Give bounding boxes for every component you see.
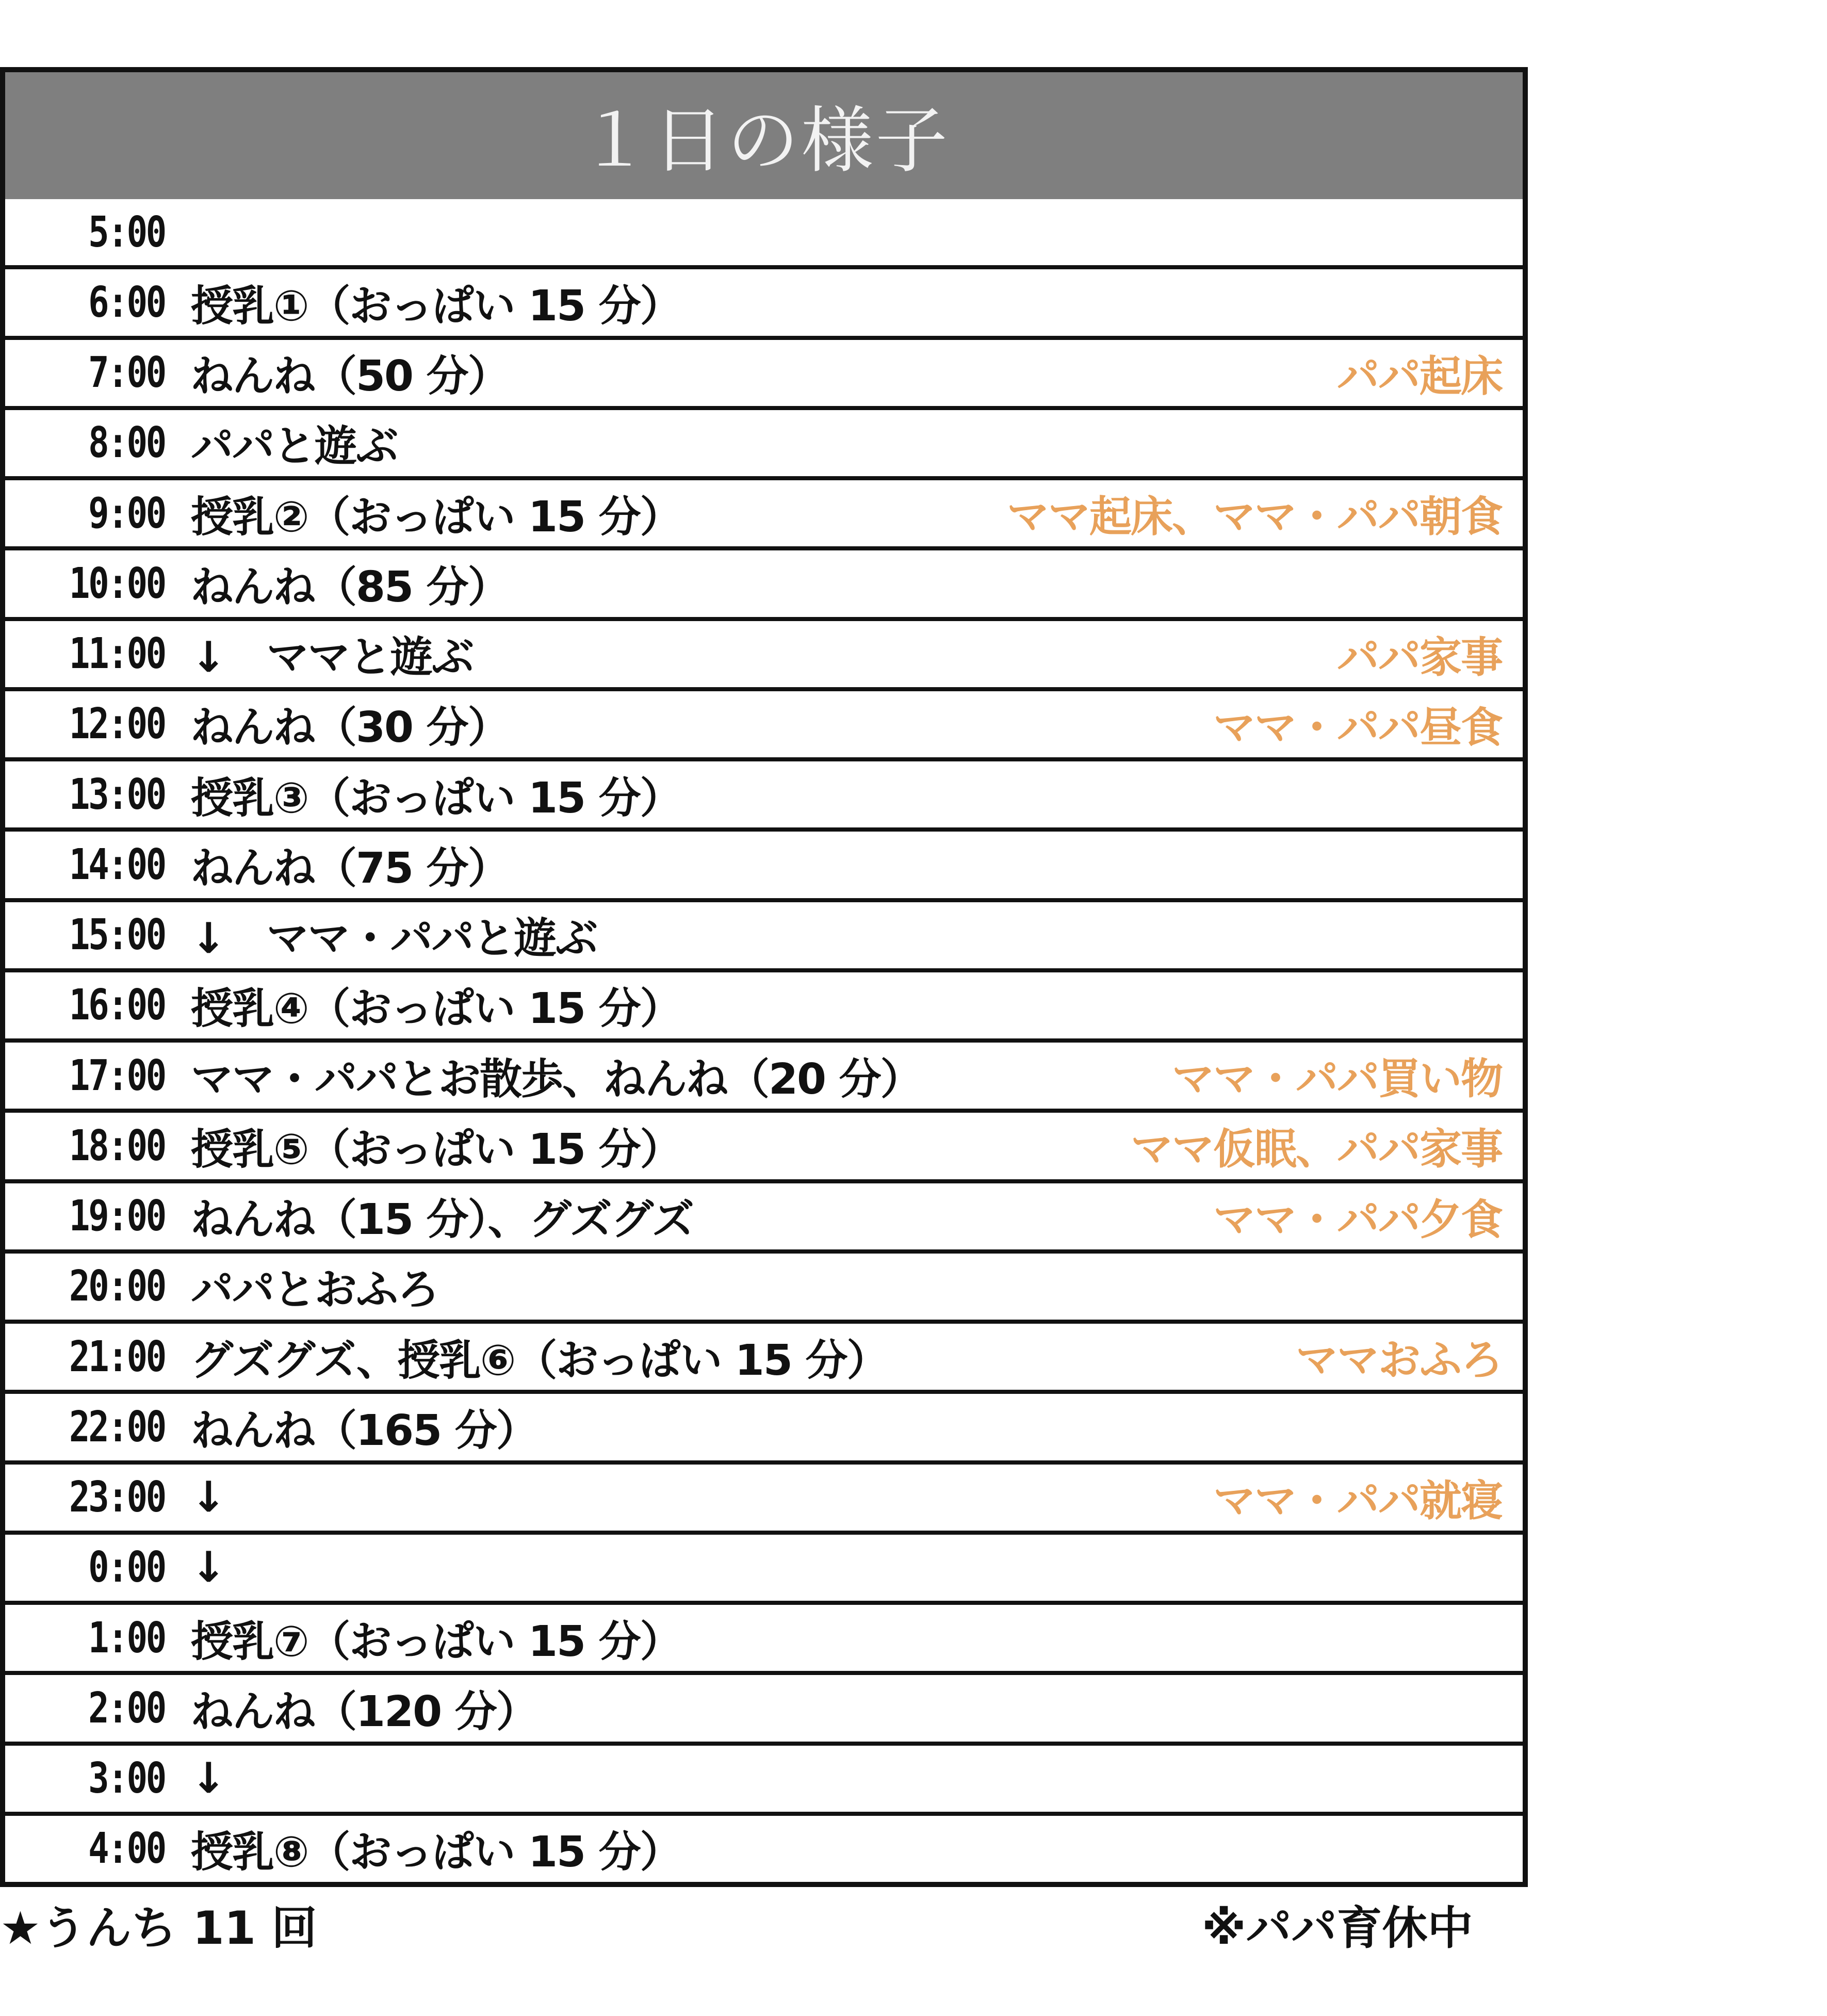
baby-activity: 授乳⑧（おっぱい 15 分） [191,1828,681,1877]
time-cell: 3:00 [88,1754,165,1803]
baby-activity: ねんね（165 分） [191,1406,537,1455]
time-cell: 0:00 [88,1543,165,1592]
time-cell: 7:00 [88,348,165,398]
baby-activity: 授乳⑦（おっぱい 15 分） [191,1617,681,1666]
schedule-row [5,827,1523,898]
baby-activity: ねんね（120 分） [191,1687,537,1736]
schedule-row [5,1531,1523,1601]
baby-activity: 授乳②（おっぱい 15 分） [191,492,681,542]
schedule-row [5,1460,1523,1531]
time-cell: 10:00 [69,559,165,608]
schedule-row [5,1390,1523,1460]
baby-activity: 授乳①（おっぱい 15 分） [191,281,681,331]
time-cell: 23:00 [69,1473,165,1522]
time-cell: 21:00 [69,1332,165,1381]
footer-note: ※パパ育休中 [1202,1901,1473,1955]
parent-activity: パパ家事 [1336,633,1502,682]
page-title: １日の様子 [578,99,950,183]
time-cell: 18:00 [69,1121,165,1170]
baby-activity: 授乳③（おっぱい 15 分） [191,773,681,823]
schedule-row [5,265,1523,335]
schedule-row [5,617,1523,687]
time-cell: 16:00 [69,981,165,1030]
schedule-row [5,757,1523,827]
schedule-row [5,546,1523,616]
time-cell: 12:00 [69,700,165,749]
baby-activity: パパと遊ぶ [191,422,398,472]
baby-activity: ↓ [191,1754,225,1803]
time-cell: 4:00 [88,1824,165,1874]
time-cell: 9:00 [88,489,165,538]
schedule-row [5,199,1523,265]
baby-activity: ↓ [191,1543,225,1592]
baby-activity: ねんね（85 分） [191,562,509,612]
time-cell: 2:00 [88,1683,165,1733]
parent-activity: ママ仮眠、パパ家事 [1130,1125,1502,1174]
time-cell: 19:00 [69,1192,165,1241]
schedule-row [5,898,1523,968]
schedule-row [5,968,1523,1038]
time-cell: 1:00 [88,1613,165,1663]
baby-activity: ↓ [191,1473,225,1522]
schedule-row [5,1742,1523,1812]
time-cell: 11:00 [69,629,165,679]
baby-activity: ねんね（30 分） [191,703,509,753]
parent-activity: ママ・パパ夕食 [1213,1195,1502,1245]
parent-activity: パパ起床 [1336,352,1502,401]
baby-activity: ママ・パパとお散歩、ねんね（20 分） [191,1054,922,1104]
title-bar [5,72,1523,199]
baby-activity: ↓ ママと遊ぶ [191,633,473,682]
baby-activity: パパとおふろ [191,1265,439,1315]
time-cell: 8:00 [88,418,165,468]
schedule-row [5,1109,1523,1179]
daily-schedule-table [0,67,1528,1887]
schedule-row [5,1812,1523,1882]
schedule-rows [5,199,1523,1882]
schedule-row [5,1249,1523,1320]
baby-activity: ねんね（75 分） [191,843,509,893]
parent-activity: ママ・パパ買い物 [1171,1054,1502,1104]
time-cell: 13:00 [69,770,165,819]
schedule-row [5,1038,1523,1109]
time-cell: 14:00 [69,840,165,889]
time-cell: 15:00 [69,911,165,960]
schedule-row [5,476,1523,546]
time-cell: 17:00 [69,1051,165,1100]
parent-activity: ママ・パパ昼食 [1213,703,1502,753]
parent-activity: ママ・パパ就寝 [1213,1476,1502,1526]
footer-poop-count: ★うんち 11 回 [0,1901,317,1955]
schedule-row [5,1320,1523,1390]
schedule-row [5,1671,1523,1741]
baby-activity: 授乳④（おっぱい 15 分） [191,984,681,1034]
schedule-row [5,687,1523,757]
baby-activity: 授乳⑤（おっぱい 15 分） [191,1125,681,1174]
parent-activity: ママおふろ [1295,1336,1502,1385]
baby-activity: ↓ ママ・パパと遊ぶ [191,914,597,964]
baby-activity: グズグズ、授乳⑥（おっぱい 15 分） [191,1336,888,1385]
schedule-row [5,1179,1523,1249]
baby-activity: ねんね（50 分） [191,352,509,401]
schedule-row [5,1601,1523,1671]
time-cell: 20:00 [69,1262,165,1311]
schedule-row [5,406,1523,476]
time-cell: 5:00 [88,207,165,257]
time-cell: 6:00 [88,278,165,327]
time-cell: 22:00 [69,1402,165,1452]
baby-activity: ねんね（15 分）、グズグズ [191,1195,694,1245]
parent-activity: ママ起床、ママ・パパ朝食 [1006,492,1502,542]
schedule-row [5,336,1523,406]
